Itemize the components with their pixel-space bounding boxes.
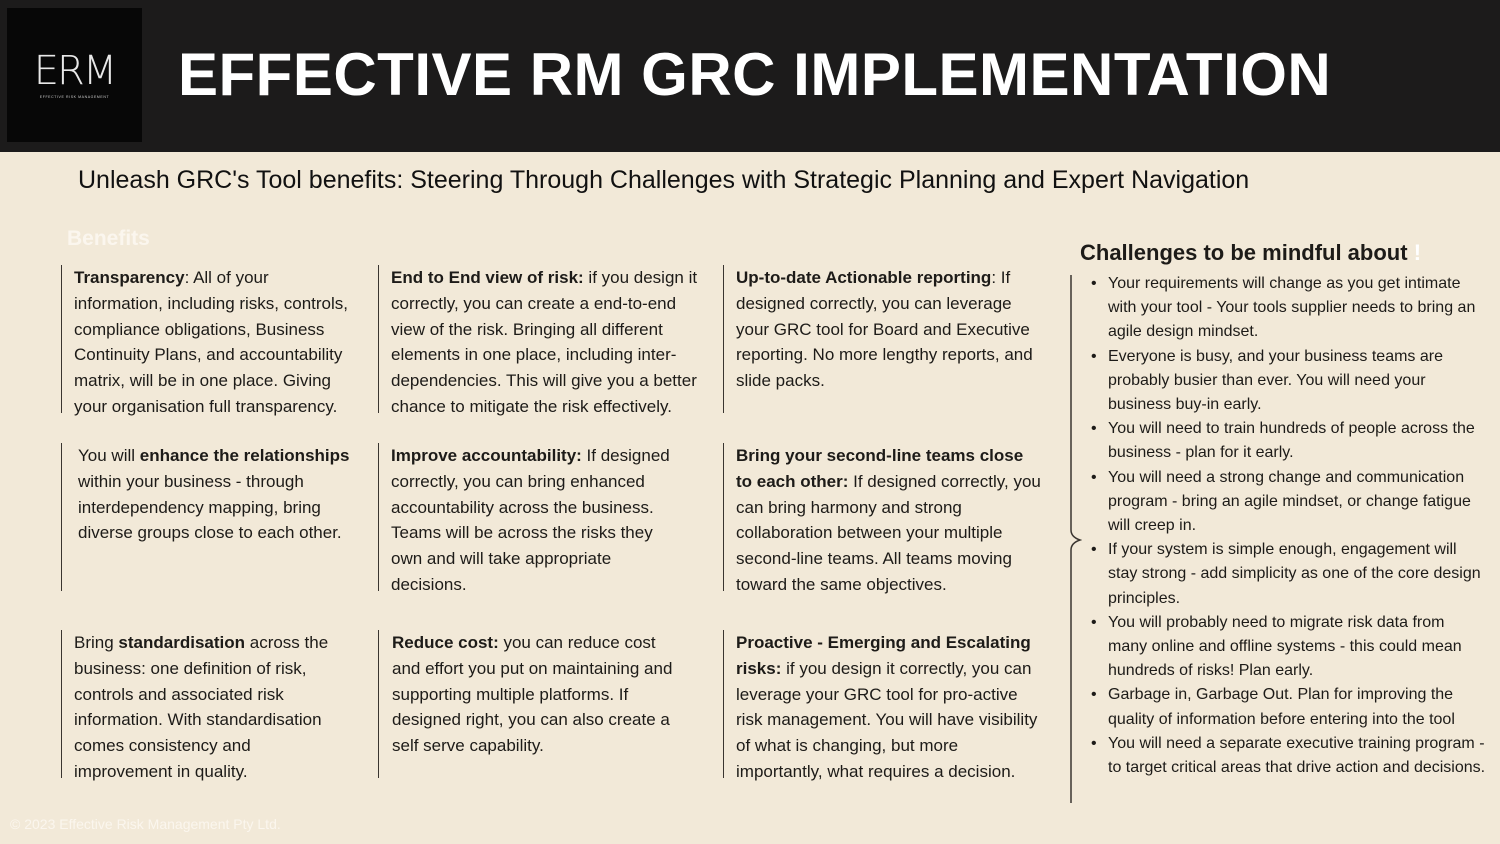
challenge-item: • Your requirements will change as you get intimate with your tool - Your tools supplier needs to bring an agile design mindset. bbox=[1088, 272, 1488, 345]
benefit-bold-text: Improve accountability: bbox=[391, 446, 582, 465]
challenges-brace bbox=[1070, 275, 1082, 803]
benefit-post-text: if you design it correctly, you can create a end-to-end view of the risk. Bringing all different elements in one place, including inter-dependencies. This will give you a better chance to mitigate the risk effectively. bbox=[391, 268, 698, 416]
challenge-item: • You will need to train hundreds of people across the business - plan for it early. bbox=[1088, 417, 1488, 465]
benefit-bold-text: standardisation bbox=[118, 633, 246, 652]
benefit-bold-text: enhance the relationships bbox=[139, 446, 350, 465]
benefit-post-text: if you design it correctly, you can leverage your GRC tool for pro-active risk management. You will have visibility of what is changing, but more importantly, what requires a decision. bbox=[736, 658, 1038, 781]
benefit-post-text: : All of your information, including risks, controls, compliance obligations, Business Continuity Plans, and accountability matrix, will be in one place. Giving your organisation full transparency. bbox=[74, 268, 349, 416]
logo-mark: ERM bbox=[33, 48, 116, 94]
page-subtitle: Unleash GRC's Tool benefits: Steering Through Challenges with Strategic Planning and Expert Navigation bbox=[78, 166, 1250, 194]
benefit-card bbox=[378, 443, 678, 594]
challenge-item: • You will need a strong change and communication program - bring an agile mindset, or change fatigue will creep in. bbox=[1088, 466, 1488, 539]
header-bar bbox=[0, 0, 1500, 152]
challenge-item: • Everyone is busy, and your business teams are probably busier than ever. You will need your business buy-in early. bbox=[1088, 345, 1488, 418]
benefit-post-text: across the business: one definition of risk, controls and associated risk information. With standardisation comes consistency and improvement in quality. bbox=[74, 633, 329, 781]
challenge-item: • Garbage in, Garbage Out. Plan for improving the quality of information before entering into the tool bbox=[1088, 683, 1488, 731]
benefit-bold-text: Up-to-date Actionable reporting bbox=[736, 268, 992, 287]
benefit-card bbox=[723, 443, 1043, 594]
benefit-card bbox=[378, 265, 713, 416]
challenges-title-text: Challenges to be mindful about bbox=[1080, 240, 1408, 265]
benefit-pre-text: Bring bbox=[74, 633, 119, 652]
benefit-card bbox=[61, 443, 366, 591]
benefit-bold-text: Proactive - Emerging and Escalating risks: bbox=[736, 633, 1031, 678]
benefit-card bbox=[61, 630, 351, 781]
benefit-card bbox=[723, 630, 1048, 781]
benefit-card bbox=[378, 630, 673, 778]
challenge-item: • If your system is simple enough, engagement will stay strong - add simplicity as one of the core design principles. bbox=[1088, 538, 1488, 611]
benefit-post-text: If designed correctly, you can bring harmony and strong collaboration between your multiple second-line teams. All teams moving toward the same objectives. bbox=[736, 471, 1041, 594]
challenges-title bbox=[1080, 240, 1421, 266]
benefits-label: Benefits bbox=[67, 227, 150, 250]
benefit-post-text: : If designed correctly, you can leverage your GRC tool for Board and Executive reporting. No more lengthy reports, and slide packs. bbox=[736, 268, 1033, 391]
challenge-item: • You will need a separate executive training program - to target critical areas that drive action and decisions. bbox=[1088, 732, 1488, 780]
challenges-title-mark: ! bbox=[1413, 240, 1422, 265]
benefit-post-text: within your business - through interdependency mapping, bring diverse groups close to each other. bbox=[78, 471, 342, 543]
copyright-footer: © 2023 Effective Risk Management Pty Ltd. bbox=[10, 816, 281, 832]
benefit-bold-text: Transparency bbox=[74, 268, 185, 287]
erm-logo bbox=[7, 8, 142, 142]
benefit-bold-text: Bring your second-line teams close to each other: bbox=[736, 446, 1024, 491]
benefit-bold-text: End to End view of risk: bbox=[391, 268, 584, 287]
benefit-card bbox=[61, 265, 361, 416]
benefit-post-text: you can reduce cost and effort you put on maintaining and supporting multiple platforms. If designed right, you can also create a self serve capability. bbox=[392, 633, 673, 756]
benefit-post-text: If designed correctly, you can bring enhanced accountability across the business. Teams will be across the risks they own and will take appropriate decisions. bbox=[391, 446, 670, 594]
benefit-bold-text: Reduce cost: bbox=[392, 633, 499, 652]
challenges-list bbox=[1088, 272, 1488, 780]
logo-subtext: EFFECTIVE RISK MANAGEMENT bbox=[39, 95, 110, 99]
benefit-pre-text: You will bbox=[78, 446, 140, 465]
challenge-item: • You will probably need to migrate risk data from many online and offline systems - this could mean hundreds of risks! Plan early. bbox=[1088, 611, 1488, 684]
page-title: EFFECTIVE RM GRC IMPLEMENTATION bbox=[178, 41, 1332, 108]
benefit-card bbox=[723, 265, 1043, 413]
